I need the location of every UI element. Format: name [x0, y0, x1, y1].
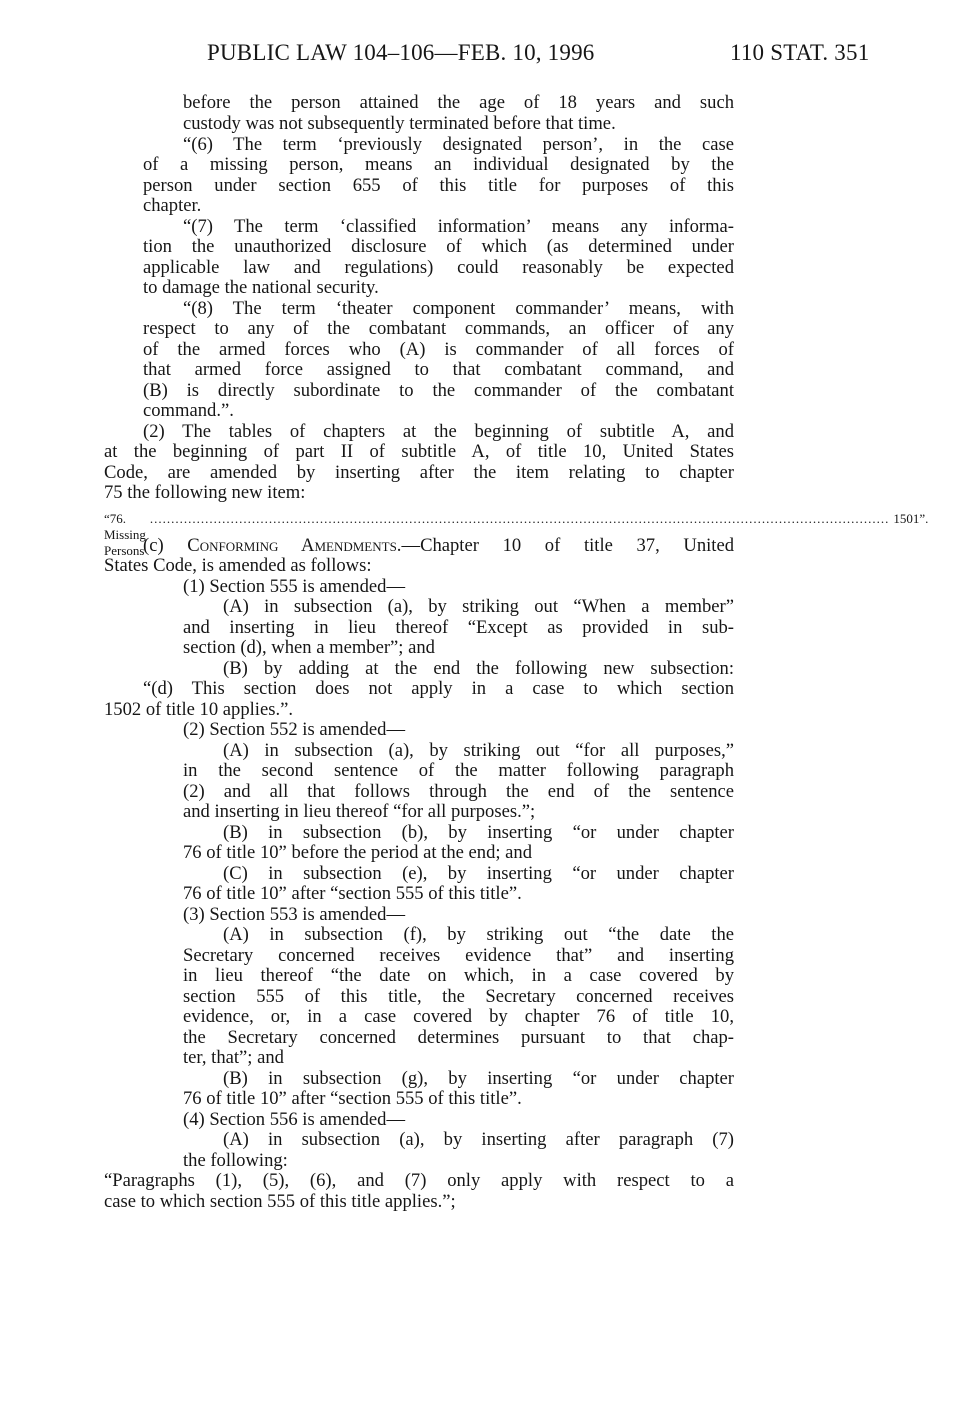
text-line: chapter. — [143, 195, 202, 216]
text-line: at the beginning of part II of subtitle A, of title 10, United States — [104, 441, 734, 462]
text-line: custody was not subsequently terminated before that time. — [183, 113, 616, 134]
text-line: Secretary concerned receives evidence that” and inserting — [183, 945, 734, 966]
text-line: command.”. — [143, 400, 234, 421]
text-line: (2) and all that follows through the end of the sentence — [183, 781, 734, 802]
text-line: section (d), when a member”; and — [183, 637, 435, 658]
text-line: of the armed forces who (A) is commander of all forces of — [143, 339, 734, 360]
text-line: (2) Section 552 is amended— — [183, 719, 406, 740]
text-line: (B) in subsection (g), by inserting “or under chapter — [223, 1068, 734, 1089]
text-line: (C) in subsection (e), by inserting “or under chapter — [223, 863, 734, 884]
text-line: 76 of title 10” before the period at the end; and — [183, 842, 533, 863]
subsection-label: (c) — [143, 535, 188, 556]
text-line: evidence, or, in a case covered by chapter 76 of title 10, — [183, 1006, 734, 1027]
text-line: tion the unauthorized disclosure of which (as determined under — [143, 236, 734, 257]
text-line: (B) is directly subordinate to the commander of the combatant — [143, 380, 734, 401]
text-line: (A) in subsection (a), by striking out “for all purposes,” — [223, 740, 734, 761]
text-line: in the second sentence of the matter following paragraph — [183, 760, 734, 781]
page-header-title: PUBLIC LAW 104–106—FEB. 10, 1996 — [207, 40, 595, 65]
text-line: applicable law and regulations) could reasonably be expected — [143, 257, 734, 278]
section-heading-line — [143, 536, 734, 556]
text-line: to damage the national security. — [143, 277, 379, 298]
text-line: and inserting in lieu thereof “Except as provided in sub- — [183, 617, 734, 638]
text-line: (B) in subsection (b), by inserting “or under chapter — [223, 822, 734, 843]
toc-dot-leader: .............................................................................................................................................................................. — [149, 511, 890, 526]
text-line: “(6) The term ‘previously designated person’, in the case — [183, 134, 734, 155]
section-heading: Conforming Amendments. — [187, 535, 402, 556]
text-line: section 555 of this title, the Secretary concerned receives — [183, 986, 734, 1007]
text-line: “Paragraphs (1), (5), (6), and (7) only apply with respect to a — [104, 1170, 734, 1191]
text-line: (3) Section 553 is amended— — [183, 904, 406, 925]
toc-entry-label: “76. Missing Persons — [104, 511, 146, 558]
text-line: 76 of title 10” after “section 555 of this title”. — [183, 1088, 522, 1109]
text-line: the Secretary concerned determines pursuant to that chap- — [183, 1027, 734, 1048]
text-line: and inserting in lieu thereof “for all purposes.”; — [183, 801, 536, 822]
text-line: of a missing person, means an individual designated by the — [143, 154, 734, 175]
text-line: (B) by adding at the end the following new subsection: — [223, 658, 734, 679]
text-line: (4) Section 556 is amended— — [183, 1109, 406, 1130]
text-line: (A) in subsection (a), by striking out “When a member” — [223, 596, 734, 617]
text-line: in lieu thereof “the date on which, in a case covered by — [183, 965, 734, 986]
text-line: (A) in subsection (a), by inserting after paragraph (7) — [223, 1129, 734, 1150]
text-line: 75 the following new item: — [104, 482, 306, 503]
text-line: (2) The tables of chapters at the beginning of subtitle A, and — [143, 421, 734, 442]
text-line: 1502 of title 10 applies.”. — [104, 699, 293, 720]
page-number: 110 STAT. 351 — [730, 40, 870, 65]
text-line: “(d) This section does not apply in a case to which section — [143, 678, 734, 699]
text-line: the following: — [183, 1150, 288, 1171]
text-line: that armed force assigned to that combatant command, and — [143, 359, 734, 380]
text-line: (1) Section 555 is amended— — [183, 576, 406, 597]
section-heading-text: —Chapter 10 of title 37, United — [401, 535, 735, 556]
text-line: Code, are amended by inserting after the item relating to chapter — [104, 462, 734, 483]
toc-entry-section: 1501”. — [893, 511, 929, 526]
text-line: respect to any of the combatant commands, an officer of any — [143, 318, 734, 339]
text-line: “(8) The term ‘theater component commander’ means, with — [183, 298, 734, 319]
text-line: (A) in subsection (f), by striking out “the date the — [223, 924, 734, 945]
text-line: 76 of title 10” after “section 555 of this title”. — [183, 883, 522, 904]
text-line: person under section 655 of this title for purposes of this — [143, 175, 734, 196]
text-line: before the person attained the age of 18 years and such — [183, 92, 734, 113]
text-line: “(7) The term ‘classified information’ means any informa- — [183, 216, 734, 237]
text-line: ter, that”; and — [183, 1047, 284, 1068]
text-line: States Code, is amended as follows: — [104, 555, 372, 576]
text-line: case to which section 555 of this title applies.”; — [104, 1191, 456, 1212]
